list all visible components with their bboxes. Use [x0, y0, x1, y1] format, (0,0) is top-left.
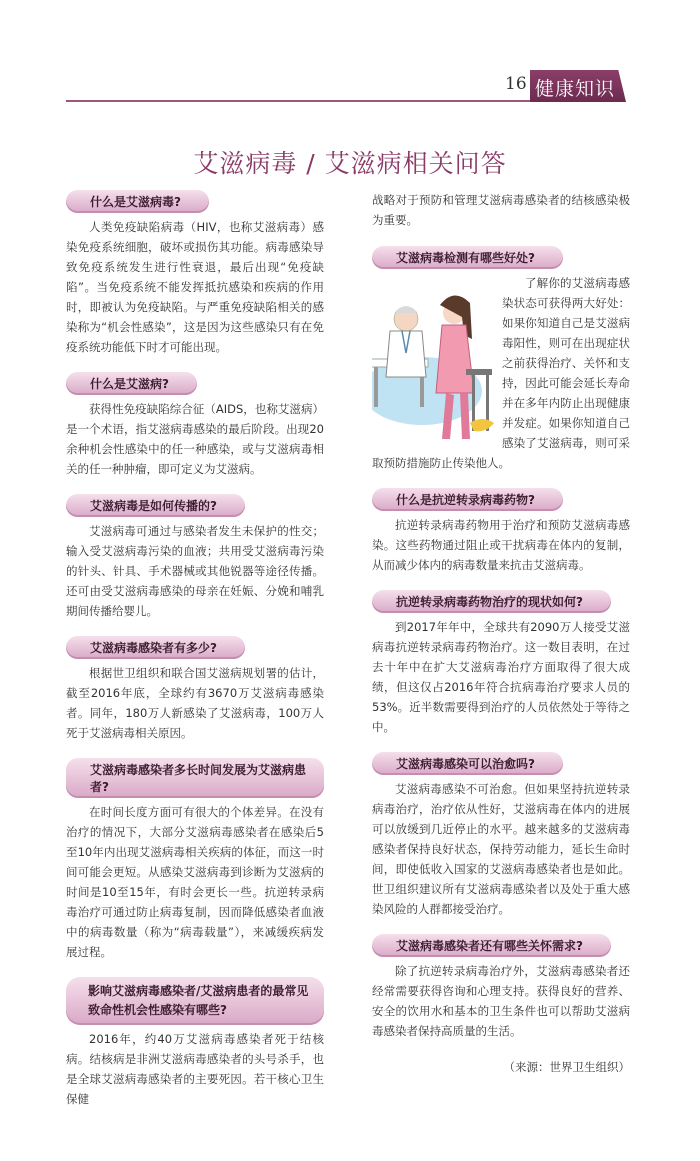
qa-what-is-aids [66, 372, 324, 479]
qa-arv-drugs [372, 488, 630, 575]
answer-text: 了解你的艾滋病毒感染状态可获得两大好处：如果你知道自己是艾滋病毒阳性，则可在出现症状之前获得治疗、关怀和支持，因此可能会延长寿命并在多年内防止出现健康并发症。如果你知道自己感染了艾滋病毒，则可采取预防措施防止传染他人。 [372, 276, 630, 470]
answer-text: 根据世卫组织和联合国艾滋病规划署的估计，截至2016年底，全球约有3670万艾滋病毒感染者。同年，180万人新感染了艾滋病毒，100万人死于艾滋病毒相关原因。 [66, 666, 324, 740]
continued-text: 战略对于预防和管理艾滋病毒感染者的结核感染极为重要。 [372, 193, 630, 227]
qa-curable [372, 752, 630, 919]
qa-transmission [66, 494, 324, 621]
qa-what-is-hiv [66, 190, 324, 357]
qa-how-many [66, 636, 324, 743]
qa-progression-time [66, 758, 324, 962]
right-column [372, 190, 630, 1075]
page-number: 16 [505, 74, 527, 94]
source-credit: （来源：世界卫生组织） [503, 1060, 630, 1074]
answer-text: 在时间长度方面可有很大的个体差异。在没有治疗的情况下，大部分艾滋病毒感染者在感染后5至10年内出现艾滋病毒相关疾病的体征，而这一时间可能会更短。从感染艾滋病毒到诊断为艾滋病的时间是10至15年，有时会更长一些。抗逆转录病毒治疗可通过防止病毒复制，因而降低感染者血液中的病毒数量（称为“病毒载量”），来减缓疾病发展过程。 [66, 805, 324, 959]
answer-text: 除了抗逆转录病毒治疗外，艾滋病毒感染者还经常需要获得咨询和心理支持。获得良好的营养、安全的饮用水和基本的卫生条件也可以帮助艾滋病毒感染者保持高质量的生活。 [372, 964, 630, 1038]
section-title: 健康知识 [535, 78, 616, 100]
question-badge: 艾滋病毒检测有哪些好处? [372, 246, 563, 269]
question-badge: 什么是艾滋病? [66, 372, 197, 395]
page-title: 艾滋病毒 / 艾滋病相关问答 [193, 149, 507, 178]
question-badge: 影响艾滋病毒感染者/艾滋病患者的最常见致命性机会性感染有哪些? [66, 977, 324, 1025]
question-badge: 艾滋病毒是如何传播的? [66, 494, 245, 517]
answer-text: 艾滋病毒感染不可治愈。但如果坚持抗逆转录病毒治疗，治疗依从性好，艾滋病毒在体内的进展可以放缓到几近停止的水平。越来越多的艾滋病毒感染者保持良好状态，保持劳动能力，延长生命时间，即使低收入国家的艾滋病毒感染者也是如此。世卫组织建议所有艾滋病毒感染者以及处于重大感染风险的人群都接受治疗。 [372, 782, 630, 916]
qa-testing-benefits [372, 246, 630, 473]
qa-opportunistic-infections [66, 977, 324, 1109]
question-badge: 什么是艾滋病毒? [66, 190, 209, 213]
answer-text: 艾滋病毒可通过与感染者发生未保护的性交；输入受艾滋病毒污染的血液；共用受艾滋病毒污染的针头、针具、手术器械或其他锐器等途径传播。还可由受艾滋病毒感染的母亲在妊娠、分娩和哺乳期间传播给婴儿。 [66, 524, 324, 618]
question-badge: 艾滋病毒感染者多长时间发展为艾滋病患者? [66, 758, 324, 798]
question-badge: 艾滋病毒感染者有多少? [66, 636, 245, 659]
answer-text: 2016年，约40万艾滋病毒感染者死于结核病。结核病是非洲艾滋病毒感染者的头号杀手，也是全球艾滋病毒感染者的主要死因。若干核心卫生保健 [66, 1032, 324, 1106]
question-badge: 艾滋病毒感染者还有哪些关怀需求? [372, 934, 611, 957]
doctor-patient-illustration [372, 273, 496, 451]
answer-text: 获得性免疫缺陷综合征（AIDS，也称艾滋病）是一个术语，指艾滋病毒感染的最后阶段。出现20余种机会性感染中的任一种感染，或与艾滋病毒相关的任一种肿瘤，即可定义为艾滋病。 [66, 402, 324, 476]
answer-text: 到2017年年中，全球共有2090万人接受艾滋病毒抗逆转录病毒药物治疗。这一数目表明，在过去十年中在扩大艾滋病毒治疗方面取得了很大成绩，但这仅占2016年符合抗病毒治疗要求人员的53%。近半数需要得到治疗的人员依然处于等待之中。 [372, 620, 630, 734]
qa-care-needs [372, 934, 630, 1041]
qa-treatment-status [372, 590, 630, 737]
left-column [66, 190, 324, 1124]
answer-text: 抗逆转录病毒药物用于治疗和预防艾滋病毒感染。这些药物通过阻止或干扰病毒在体内的复制，从而减少体内的病毒数量来抗击艾滋病毒。 [372, 518, 630, 572]
question-badge: 什么是抗逆转录病毒药物? [372, 488, 563, 511]
answer-text: 人类免疫缺陷病毒（HIV，也称艾滋病毒）感染免疫系统细胞，破坏或损伤其功能。病毒感染导致免疫系统发生进行性衰退，最后出现“免疫缺陷”。当免疫系统不能发挥抵抗感染和疾病的作用时，即被认为免疫缺陷。与严重免疫缺陷相关的感染称为“机会性感染”，这是因为这些感染只有在免疫系统功能低下时才可能出现。 [66, 220, 324, 354]
question-badge: 抗逆转录病毒药物治疗的现状如何? [372, 590, 611, 613]
question-badge: 艾滋病毒感染可以治愈吗? [372, 752, 563, 775]
illustration-doctor-patient [372, 273, 630, 473]
